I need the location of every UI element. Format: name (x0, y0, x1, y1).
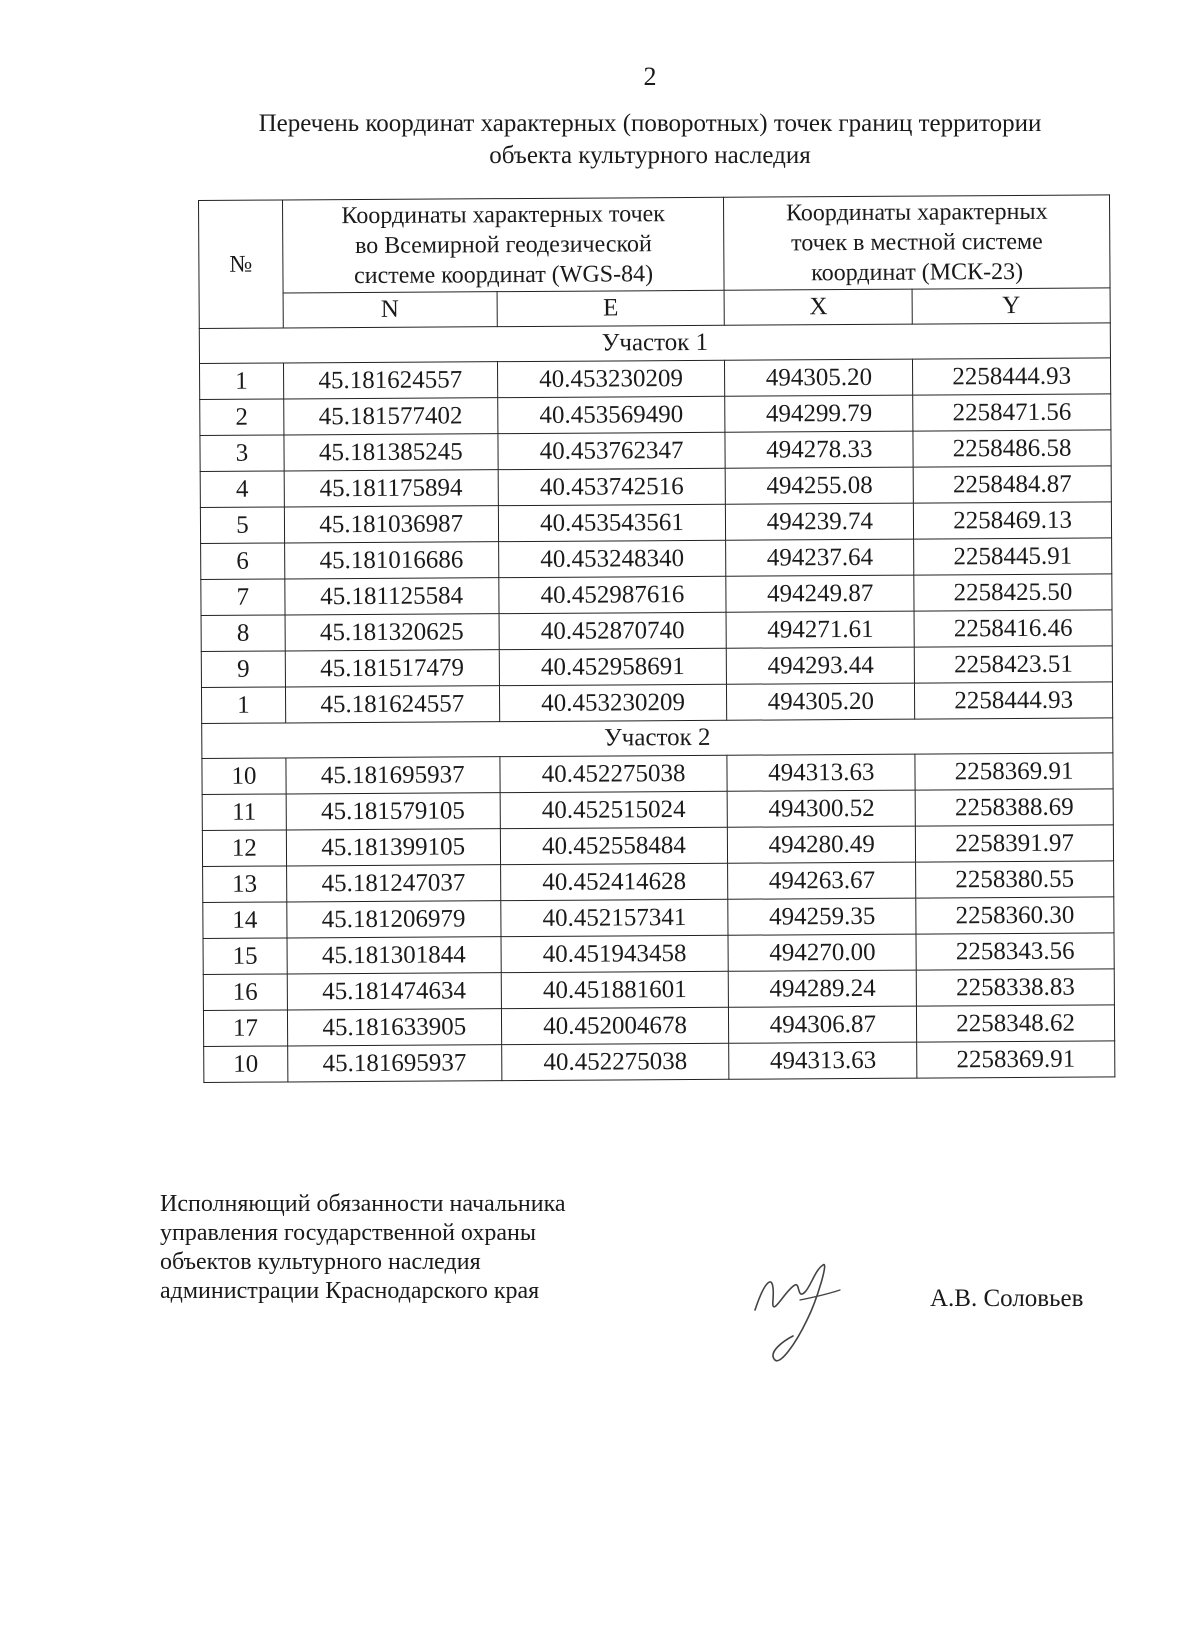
signatory-position-line-1: Исполняющий обязанности начальника (160, 1191, 566, 1217)
coordinates-table (198, 194, 1115, 1083)
coord-x-cell: 494271.61 (726, 611, 914, 648)
coord-x-cell: 494239.74 (726, 503, 914, 540)
section-title: Участок 2 (202, 718, 1113, 759)
table-row (202, 753, 1113, 795)
coord-y-cell: 2258425.50 (914, 574, 1112, 611)
latitude-n-cell: 45.181016686 (284, 542, 498, 579)
page-number: 2 (643, 62, 657, 91)
longitude-e-cell: 40.452870740 (499, 612, 727, 649)
latitude-n-cell: 45.181517479 (285, 650, 499, 687)
table-row (203, 897, 1114, 939)
latitude-n-cell: 45.181474634 (287, 973, 501, 1010)
point-number-cell: 3 (200, 435, 284, 472)
signatory-position-line-3: объектов культурного наследия (160, 1249, 481, 1275)
coord-y-cell: 2258380.55 (916, 861, 1114, 898)
latitude-n-cell: 45.181036987 (284, 506, 498, 543)
longitude-e-cell: 40.453230209 (497, 360, 725, 397)
section-row (199, 323, 1110, 364)
longitude-e-cell: 40.452987616 (498, 576, 726, 613)
latitude-n-cell: 45.181301844 (287, 937, 501, 974)
section-title: Участок 1 (199, 323, 1110, 364)
coord-x-cell: 494263.67 (728, 862, 916, 899)
coord-y-cell: 2258423.51 (914, 646, 1112, 683)
coord-x-cell: 494280.49 (728, 826, 916, 863)
coord-y-cell: 2258445.91 (914, 538, 1112, 575)
header-msk23-line-2: точек в местной системе (791, 228, 1043, 257)
table-row (200, 430, 1111, 472)
coord-x-cell: 494255.08 (726, 467, 914, 504)
coord-y-cell: 2258444.93 (913, 358, 1111, 395)
point-number-cell: 14 (203, 902, 287, 939)
header-msk23-line-1: Координаты характерных (785, 198, 1048, 227)
longitude-e-cell: 40.452275038 (501, 1043, 729, 1080)
longitude-e-cell: 40.453248340 (498, 540, 726, 577)
header-wgs84-line-1: Координаты характерных точек (341, 201, 666, 230)
table-row (201, 610, 1112, 652)
latitude-n-cell: 45.181633905 (287, 1009, 501, 1046)
coord-x-cell: 494313.63 (727, 754, 915, 791)
coord-y-cell: 2258360.30 (916, 897, 1114, 934)
point-number-cell: 5 (200, 507, 284, 544)
point-number-cell: 2 (200, 399, 284, 436)
header-msk23-line-3: координат (МСК-23) (811, 258, 1024, 287)
coord-x-cell: 494237.64 (726, 539, 914, 576)
coord-y-cell: 2258391.97 (916, 825, 1114, 862)
latitude-n-cell: 45.181579105 (286, 793, 500, 830)
coord-y-cell: 2258471.56 (913, 394, 1111, 431)
coord-x-cell: 494305.20 (727, 683, 915, 720)
point-number-cell: 10 (202, 758, 286, 795)
table-row (201, 574, 1112, 616)
latitude-n-cell: 45.181695937 (286, 757, 500, 794)
document-title (150, 108, 1150, 172)
point-number-cell: 7 (201, 579, 285, 616)
signer-name: А.В. Соловьев (930, 1285, 1084, 1312)
header-wgs84 (282, 197, 724, 293)
coord-y-cell: 2258444.93 (915, 682, 1113, 719)
longitude-e-cell: 40.453742516 (498, 468, 726, 505)
header-wgs84-line-3: системе координат (WGS-84) (354, 261, 654, 290)
latitude-n-cell: 45.181624557 (285, 686, 499, 723)
header-e: E (497, 290, 725, 326)
document-title-line-1: Перечень координат характерных (поворотных) точек границ территории (258, 110, 1042, 137)
table-row (203, 933, 1114, 975)
coord-y-cell: 2258388.69 (915, 789, 1113, 826)
coord-y-cell: 2258338.83 (916, 969, 1114, 1006)
longitude-e-cell: 40.453543561 (498, 504, 726, 541)
coord-x-cell: 494270.00 (728, 934, 916, 971)
latitude-n-cell: 45.181125584 (285, 578, 499, 615)
longitude-e-cell: 40.451881601 (501, 971, 729, 1008)
coord-x-cell: 494305.20 (725, 359, 913, 396)
point-number-cell: 11 (202, 794, 286, 831)
table-row (202, 825, 1113, 867)
point-number-cell: 8 (201, 615, 285, 652)
header-wgs84-line-2: во Всемирной геодезической (354, 231, 652, 260)
table-row (204, 1041, 1115, 1083)
longitude-e-cell: 40.452414628 (500, 863, 728, 900)
longitude-e-cell: 40.452275038 (500, 755, 728, 792)
coord-y-cell: 2258484.87 (913, 466, 1111, 503)
coord-x-cell: 494259.35 (728, 898, 916, 935)
longitude-e-cell: 40.453230209 (499, 684, 727, 721)
coord-x-cell: 494289.24 (729, 970, 917, 1007)
coord-y-cell: 2258469.13 (914, 502, 1112, 539)
table-row (199, 358, 1110, 400)
point-number-cell: 12 (202, 830, 286, 867)
latitude-n-cell: 45.181206979 (287, 901, 501, 938)
point-number-cell: 13 (203, 866, 287, 903)
header-y: Y (912, 288, 1110, 324)
longitude-e-cell: 40.452515024 (500, 791, 728, 828)
header-x: X (724, 289, 912, 325)
longitude-e-cell: 40.453762347 (498, 432, 726, 469)
latitude-n-cell: 45.181385245 (284, 434, 498, 471)
coord-x-cell: 494300.52 (728, 790, 916, 827)
point-number-cell: 16 (203, 974, 287, 1011)
point-number-cell: 9 (201, 651, 285, 688)
longitude-e-cell: 40.452958691 (499, 648, 727, 685)
point-number-cell: 15 (203, 938, 287, 975)
table-row (200, 502, 1111, 544)
coord-x-cell: 494249.87 (726, 575, 914, 612)
coord-x-cell: 494313.63 (729, 1042, 917, 1079)
header-n: N (283, 292, 497, 328)
table-row (203, 969, 1114, 1011)
coord-y-cell: 2258486.58 (913, 430, 1111, 467)
latitude-n-cell: 45.181247037 (286, 865, 500, 902)
point-number-cell: 10 (204, 1046, 288, 1083)
point-number-cell: 1 (201, 687, 285, 724)
table-row (201, 538, 1112, 580)
point-number-cell: 1 (199, 363, 283, 400)
table-row (200, 466, 1111, 508)
latitude-n-cell: 45.181320625 (285, 614, 499, 651)
longitude-e-cell: 40.452558484 (500, 827, 728, 864)
coord-x-cell: 494278.33 (725, 431, 913, 468)
document-title-line-2: объекта культурного наследия (489, 142, 811, 169)
coord-y-cell: 2258416.46 (914, 610, 1112, 647)
coord-y-cell: 2258348.62 (917, 1005, 1115, 1042)
coord-y-cell: 2258369.91 (915, 753, 1113, 790)
header-msk23 (724, 195, 1110, 290)
table-body (199, 323, 1115, 1083)
coord-x-cell: 494293.44 (727, 647, 915, 684)
point-number-cell: 6 (201, 543, 285, 580)
coord-x-cell: 494306.87 (729, 1006, 917, 1043)
latitude-n-cell: 45.181175894 (284, 470, 498, 507)
signatory-position-line-2: управления государственной охраны (160, 1220, 536, 1246)
signatory-position (160, 1190, 680, 1306)
table-row (203, 861, 1114, 903)
coord-y-cell: 2258343.56 (916, 933, 1114, 970)
latitude-n-cell: 45.181695937 (287, 1045, 501, 1082)
point-number-cell: 17 (203, 1010, 287, 1047)
handwritten-signature (745, 1240, 855, 1380)
table-row (202, 789, 1113, 831)
header-number: № (199, 200, 284, 329)
longitude-e-cell: 40.451943458 (501, 935, 729, 972)
coord-x-cell: 494299.79 (725, 395, 913, 432)
latitude-n-cell: 45.181624557 (283, 362, 497, 399)
latitude-n-cell: 45.181577402 (284, 398, 498, 435)
coord-y-cell: 2258369.91 (917, 1041, 1115, 1078)
table-row (201, 646, 1112, 688)
latitude-n-cell: 45.181399105 (286, 829, 500, 866)
longitude-e-cell: 40.452157341 (500, 899, 728, 936)
longitude-e-cell: 40.453569490 (497, 396, 725, 433)
table-row (201, 682, 1112, 724)
table-row (200, 394, 1111, 436)
longitude-e-cell: 40.452004678 (501, 1007, 729, 1044)
point-number-cell: 4 (200, 471, 284, 508)
section-row (202, 718, 1113, 759)
table-row (203, 1005, 1114, 1047)
signatory-position-line-4: администрации Краснодарского края (160, 1278, 540, 1304)
